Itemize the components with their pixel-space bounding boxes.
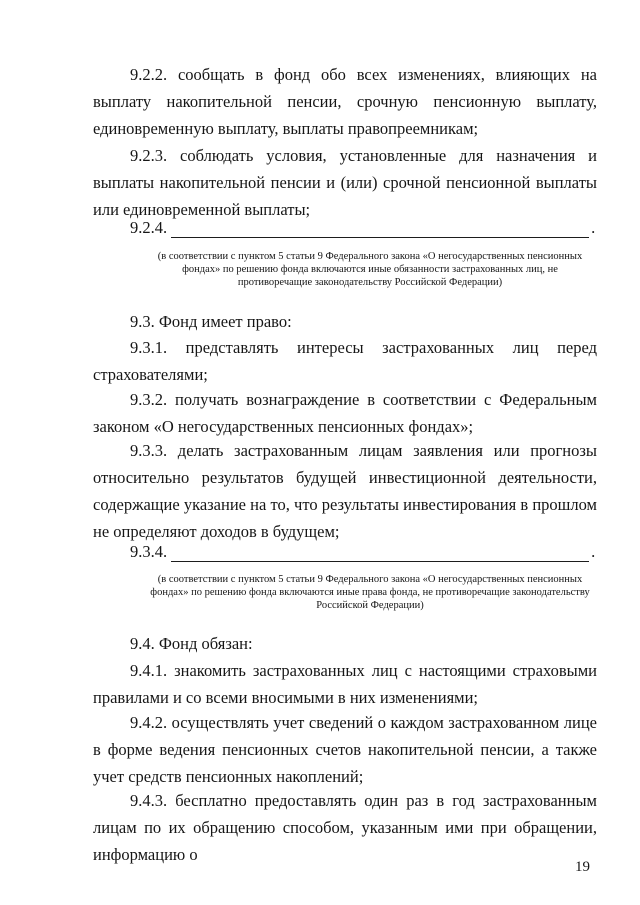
footnote-rights: (в соответствии с пунктом 5 статьи 9 Федерального закона «О негосударственных пенсионных фондах» по решению фонда включаются иные права фонда, не противоречащие законодательству Российской Федерации): [150, 574, 590, 611]
paragraph-9-3-4: [130, 542, 600, 562]
paragraph-9-2-4: [130, 218, 600, 238]
page-number: 19: [575, 859, 590, 875]
paragraph-9-3-3: 9.3.3. делать застрахованным лицам заявления или прогнозы относительно результатов будущей инвестиционной деятельности, содержащие указание на то, что результаты инвестирования в прошлом не определяют доходов в будущем;: [93, 441, 597, 541]
heading-9-4: 9.4. Фонд обязан:: [130, 634, 253, 653]
fill-in-line: [171, 546, 589, 562]
paragraph-9-3-4-end: .: [591, 542, 596, 561]
paragraph-9-2-3: 9.2.3. соблюдать условия, установленные для назначения и выплаты накопительной пенсии и (или) срочной пенсионной выплаты или единовременной выплаты;: [93, 146, 597, 219]
paragraph-9-3-1: 9.3.1. представлять интересы застрахованных лиц перед страхователями;: [93, 338, 597, 384]
paragraph-9-2-2: 9.2.2. сообщать в фонд обо всех изменениях, влияющих на выплату накопительной пенсии, срочную пенсионную выплату, единовременную выплату, выплаты правопреемникам;: [93, 65, 597, 138]
paragraph-9-2-4-end: .: [591, 218, 596, 237]
paragraph-9-2-4-label: 9.2.4.: [130, 218, 168, 237]
paragraph-9-3-4-label: 9.3.4.: [130, 542, 168, 561]
heading-9-3: 9.3. Фонд имеет право:: [130, 312, 292, 331]
paragraph-9-4-2: 9.4.2. осуществлять учет сведений о каждом застрахованном лице в форме ведения пенсионных счетов накопительной пенсии, а также учет средств пенсионных накоплений;: [93, 713, 597, 786]
paragraph-9-3-2: 9.3.2. получать вознаграждение в соответствии с Федеральным законом «О негосударственных пенсионных фондах»;: [93, 390, 597, 436]
fill-in-line: [171, 222, 589, 238]
footnote-obligations: (в соответствии с пунктом 5 статьи 9 Федерального закона «О негосударственных пенсионных фондах» по решению фонда включаются иные обязанности застрахованных лиц, не противоречащие законодательству Российской Федерации): [157, 251, 583, 288]
paragraph-9-4-1: 9.4.1. знакомить застрахованных лиц с настоящими страховыми правилами и со всеми вносимыми в них изменениями;: [93, 661, 597, 707]
paragraph-9-4-3: 9.4.3. бесплатно предоставлять один раз в год застрахованным лицам по их обращению способом, указанным ими при обращении, информацию о: [93, 791, 597, 864]
